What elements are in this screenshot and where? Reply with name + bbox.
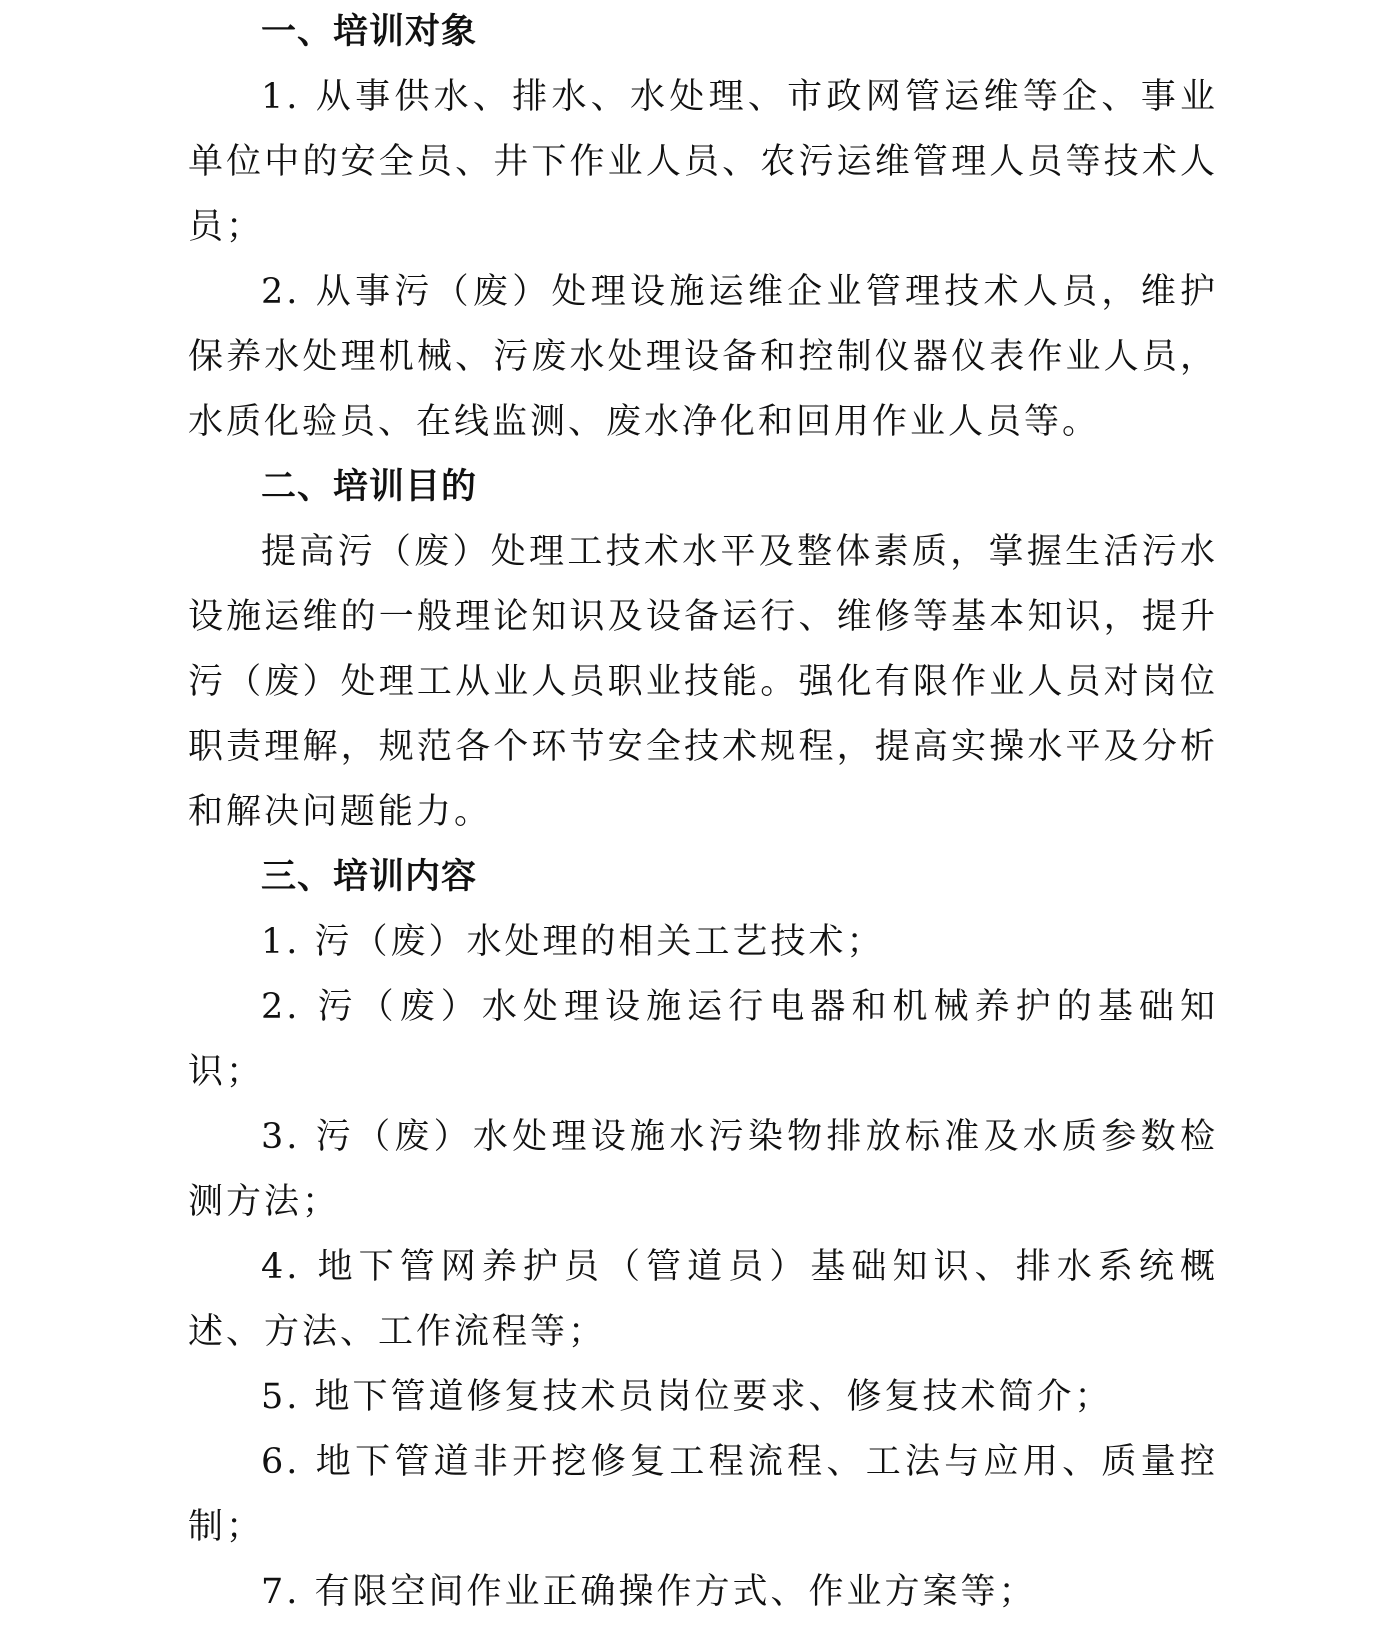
paragraph: 提高污（废）处理工技术水平及整体素质，掌握生活污水设施运维的一般理论知识及设备运行、维修等基本知识，提升污（废）处理工从业人员职业技能。强化有限作业人员对岗位职责理解，规范各个环节安全技术规程，提高实操水平及分析和解决问题能力。 <box>188 532 1218 832</box>
document-body <box>188 0 1218 1625</box>
list-item: 6. 地下管道非开挖修复工程流程、工法与应用、质量控制； <box>188 1442 1218 1547</box>
list-item: 4. 地下管网养护员（管道员）基础知识、排水系统概述、方法、工作流程等； <box>188 1247 1218 1352</box>
section-heading: 二、培训目的 <box>261 467 478 507</box>
list-item: 3. 污（废）水处理设施水污染物排放标准及水质参数检测方法； <box>188 1117 1218 1222</box>
list-item: 5. 地下管道修复技术员岗位要求、修复技术简介； <box>261 1377 1113 1417</box>
paragraph: 2. 从事污（废）处理设施运维企业管理技术人员，维护保养水处理机械、污废水处理设备和控制仪器仪表作业人员，水质化验员、在线监测、废水净化和回用作业人员等。 <box>188 272 1218 442</box>
section-training-purpose <box>188 455 1218 845</box>
list-item: 7. 有限空间作业正确操作方式、作业方案等； <box>261 1572 1037 1612</box>
list-item: 2. 污（废）水处理设施运行电器和机械养护的基础知识； <box>188 987 1218 1092</box>
paragraph: 1. 从事供水、排水、水处理、市政网管运维等企、事业单位中的安全员、井下作业人员、农污运维管理人员等技术人员； <box>188 77 1218 247</box>
list-item: 1. 污（废）水处理的相关工艺技术； <box>261 922 885 962</box>
section-training-content <box>188 845 1218 1625</box>
section-heading: 三、培训内容 <box>261 857 478 897</box>
section-heading: 一、培训对象 <box>261 12 478 52</box>
section-training-target <box>188 0 1218 455</box>
